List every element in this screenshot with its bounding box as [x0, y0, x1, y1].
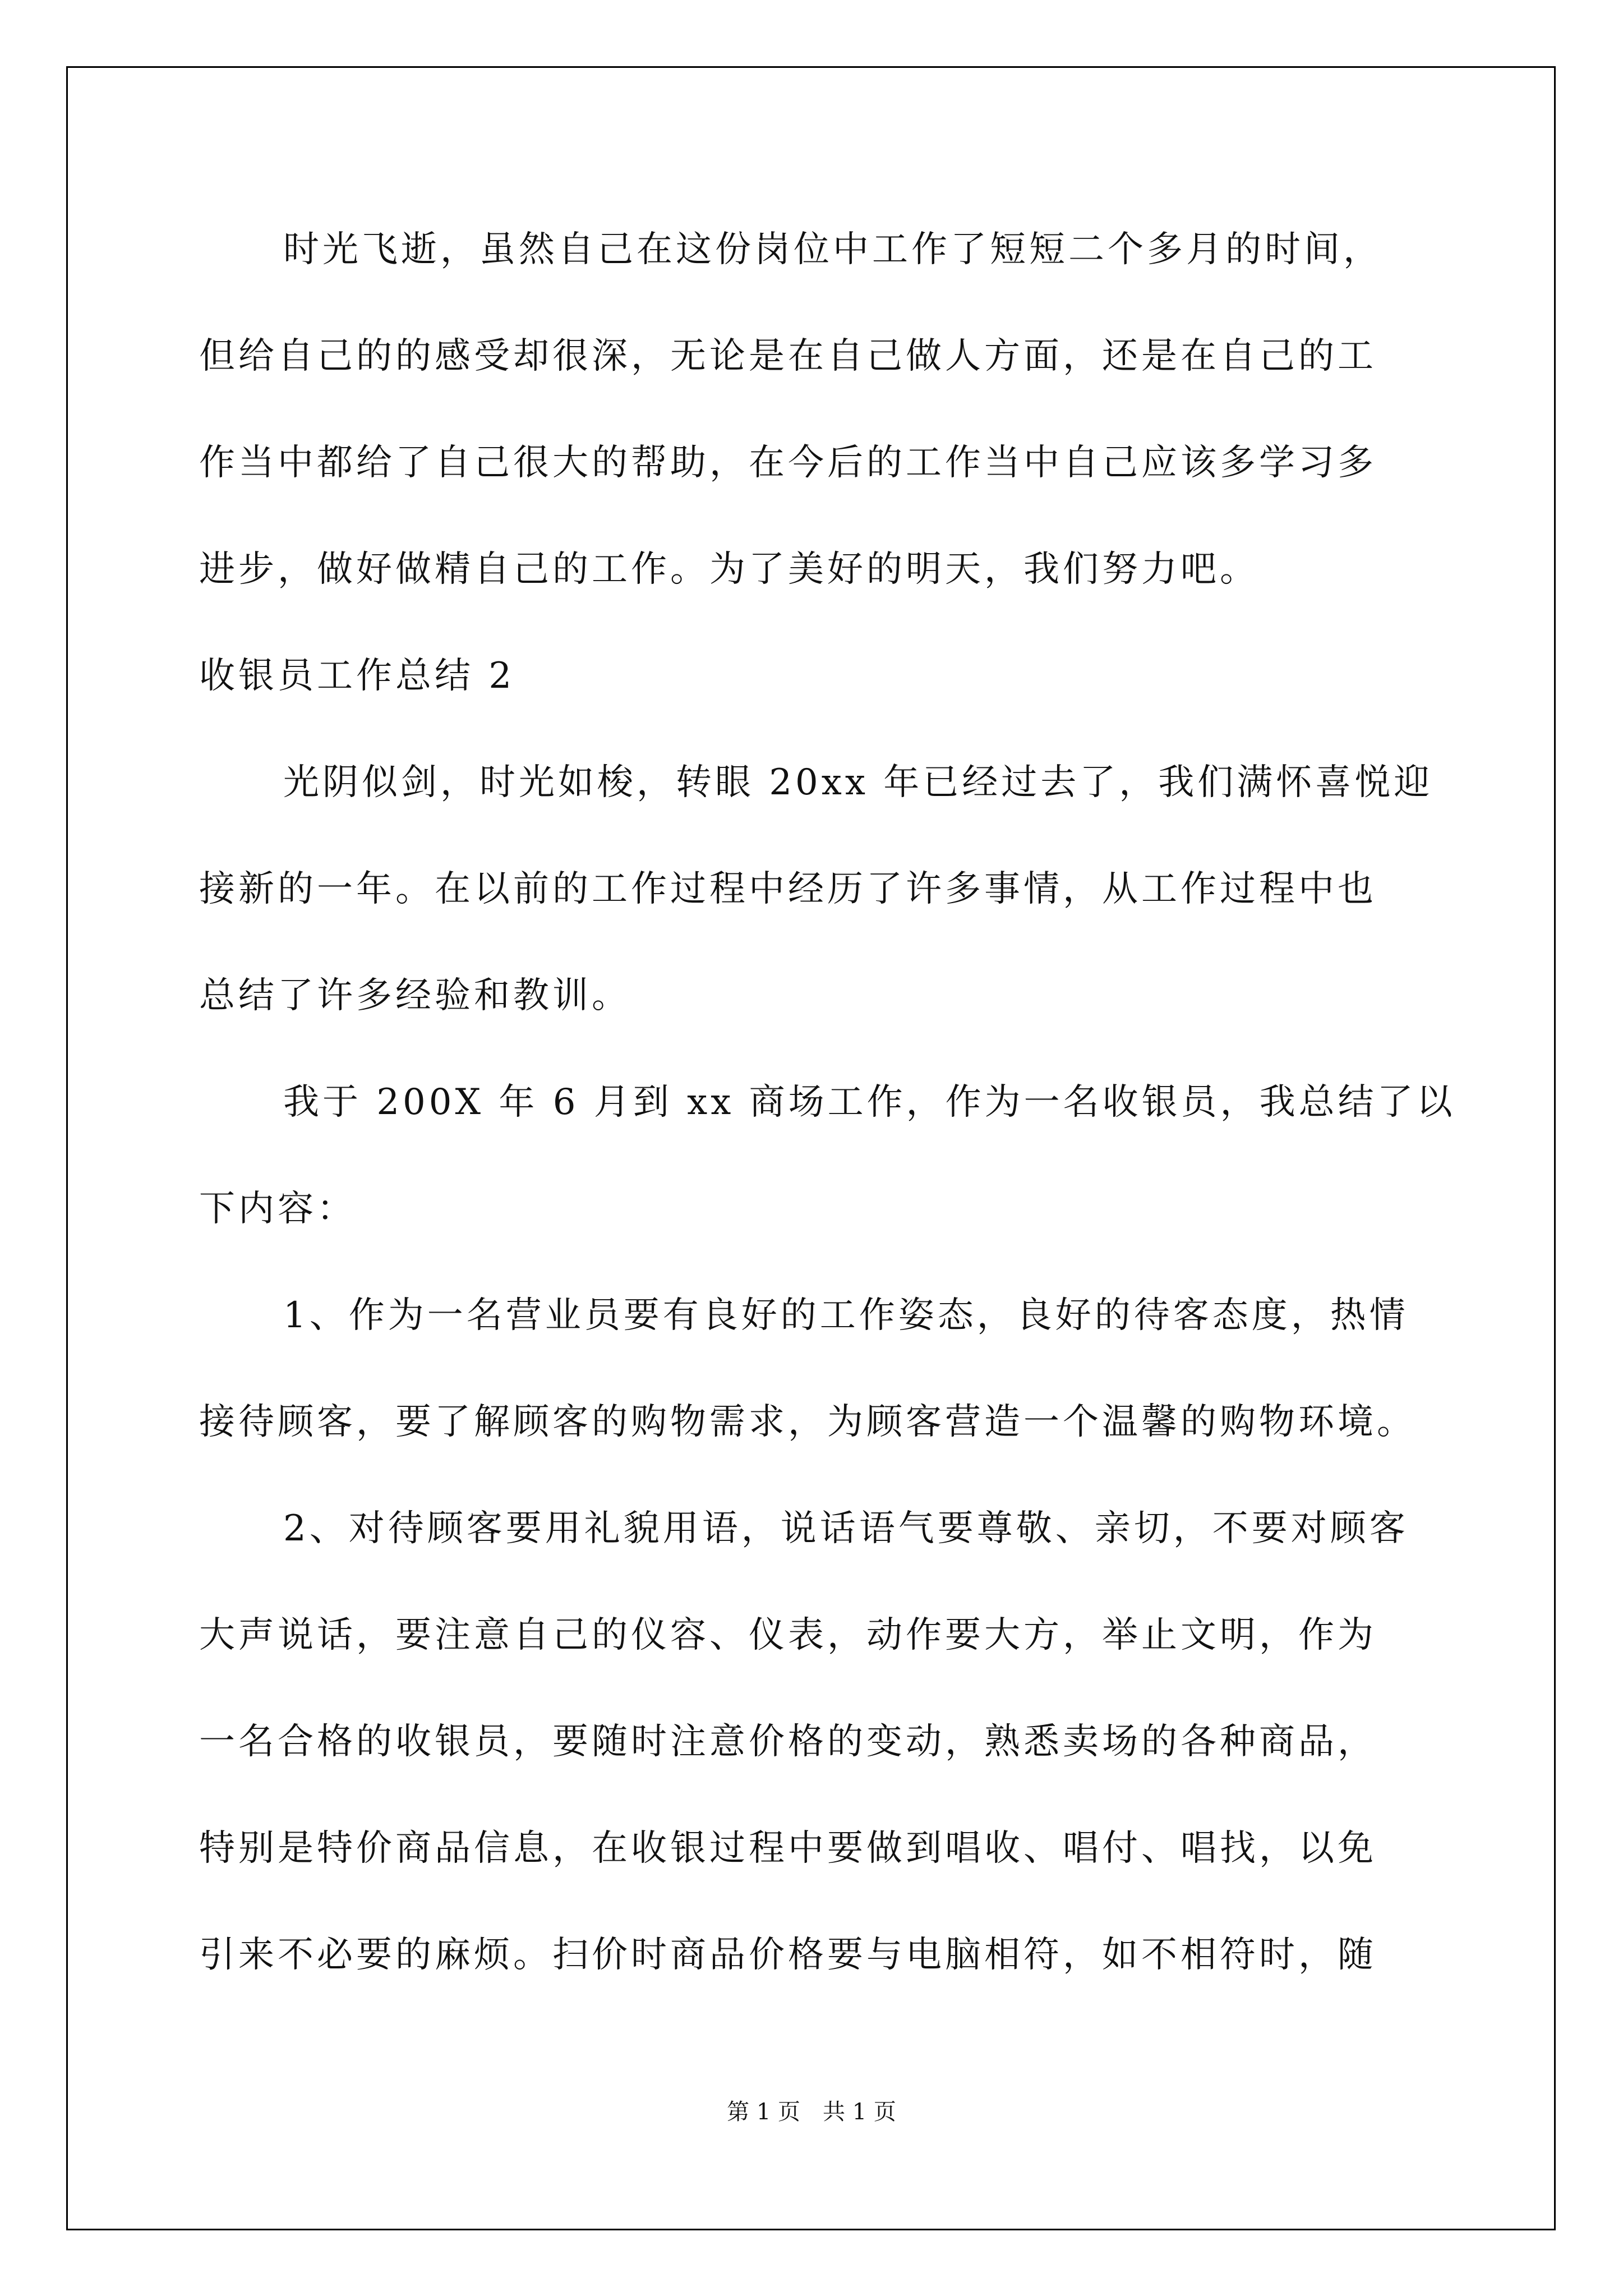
paragraph-line: 时光飞逝，虽然自己在这份岗位中工作了短短二个多月的时间，: [283, 229, 1382, 270]
page-border: [66, 66, 1556, 2230]
paragraph-line: 下内容：: [199, 1188, 356, 1230]
paragraph-line: 我于 200X 年 6 月到 xx 商场工作，作为一名收银员，我总结了以: [283, 1082, 1456, 1123]
paragraph-line: 一名合格的收银员，要随时注意价格的变动，熟悉卖场的各种商品，: [199, 1721, 1377, 1763]
section-heading: 收银员工作总结 2: [199, 655, 515, 697]
paragraph-line: 但给自己的的感受却很深，无论是在自己做人方面，还是在自己的工: [199, 335, 1377, 377]
paragraph-line: 引来不必要的麻烦。扫价时商品价格要与电脑相符，如不相符时，随: [199, 1934, 1377, 1976]
page-number-footer: 第 1 页 共 1 页: [727, 2099, 896, 2125]
paragraph-line: 大声说话，要注意自己的仪容、仪表，动作要大方，举止文明，作为: [199, 1614, 1377, 1656]
paragraph-line: 特别是特价商品信息，在收银过程中要做到唱收、唱付、唱找，以免: [199, 1828, 1377, 1869]
paragraph-line: 总结了许多经验和教训。: [199, 975, 631, 1016]
paragraph-line: 接新的一年。在以前的工作过程中经历了许多事情，从工作过程中也: [199, 868, 1377, 910]
paragraph-line: 1、作为一名营业员要有良好的工作姿态，良好的待客态度，热情: [283, 1295, 1409, 1336]
paragraph-line: 光阴似剑，时光如梭，转眼 20xx 年已经过去了，我们满怀喜悦迎: [283, 762, 1433, 803]
paragraph-line: 接待顾客，要了解顾客的购物需求，为顾客营造一个温馨的购物环境。: [199, 1401, 1416, 1443]
paragraph-line: 进步，做好做精自己的工作。为了美好的明天，我们努力吧。: [199, 549, 1259, 590]
paragraph-line: 2、对待顾客要用礼貌用语，说话语气要尊敬、亲切，不要对顾客: [283, 1508, 1409, 1549]
paragraph-line: 作当中都给了自己很大的帮助，在今后的工作当中自己应该多学习多: [199, 442, 1377, 484]
